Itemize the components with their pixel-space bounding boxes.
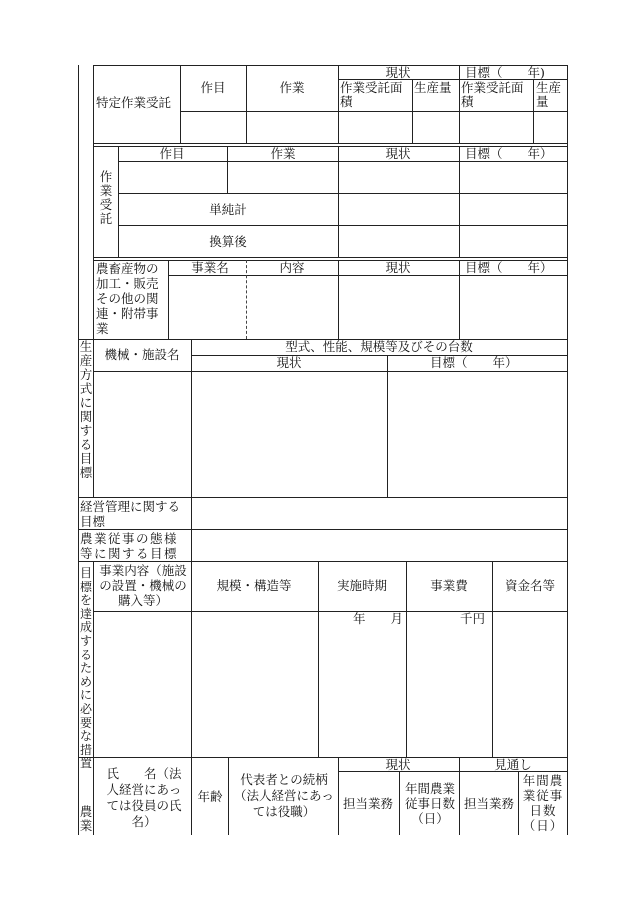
s5-thousand-yen: 千円 <box>460 611 486 626</box>
s6-duty2: 担当業務 <box>463 796 515 811</box>
s6-annual-days2: 年間農業従事日数（日） <box>522 773 564 833</box>
s5-fund: 資金名等 <box>504 578 556 593</box>
s1-area-current: 作業受託面積 <box>340 80 403 109</box>
s1-production-current: 生産量 <box>414 80 452 95</box>
s2-sagyou: 作業 <box>270 146 296 161</box>
s2-simple-total: 単純計 <box>209 202 247 217</box>
s5-cost: 事業費 <box>430 578 468 593</box>
s4-spec-header: 型式、性能、規模等及びその台数 <box>285 339 473 354</box>
s5-project-content: 事業内容（施設の設置・機械の購入等） <box>99 563 187 608</box>
s1-sagyou: 作業 <box>279 80 305 95</box>
s5-title: 目標を達成するために必要な措置 <box>79 566 92 771</box>
s5-timing: 実施時期 <box>336 578 388 593</box>
s3-content: 内容 <box>279 260 305 275</box>
s2-converted: 換算後 <box>209 234 247 249</box>
labor-goal-label: 農業従事の態様等に関する目標 <box>80 531 179 561</box>
s2-current: 現状 <box>385 146 411 161</box>
s3-target: 目標（ 年） <box>465 260 553 275</box>
s1-title: 特定作業受託 <box>96 95 172 110</box>
s5-year-month: 年 月 <box>353 611 404 626</box>
s1-target: 目標（ 年) <box>465 65 545 80</box>
s1-sakumoku: 作目 <box>200 80 226 95</box>
s6-annual-days: 年間農業従事日数（日） <box>404 781 455 826</box>
s2-title: 作業受託 <box>99 169 113 226</box>
s6-title: 農業 <box>79 804 93 833</box>
s6-relation: 代表者との続柄（法人経営にあっては役職） <box>234 772 334 819</box>
s4-title: 生産方式に関する目標 <box>79 339 93 480</box>
s4-current: 現状 <box>276 355 302 370</box>
s6-outlook: 見通し <box>494 757 532 772</box>
s5-scale: 規模・構造等 <box>216 578 292 593</box>
s6-current: 現状 <box>385 757 411 772</box>
s2-target: 目標（ 年） <box>465 146 553 161</box>
right-border <box>567 65 568 835</box>
s3-title: 農畜産物の加工・販売その他の関連・附帯事業 <box>96 261 159 336</box>
s4-target: 目標（ 年） <box>430 355 518 370</box>
s3-project-name: 事業名 <box>191 260 229 275</box>
s3-current: 現状 <box>385 260 411 275</box>
s1-production-target: 生産量 <box>536 80 562 109</box>
inner-margin-line <box>93 65 94 339</box>
s6-age: 年齢 <box>197 789 223 804</box>
s1-current: 現状 <box>385 65 411 80</box>
management-goal-label: 経営管理に関する目標 <box>80 499 181 529</box>
s4-machine-name: 機械・施設名 <box>104 347 180 362</box>
s6-name: 氏 名（法人経営にあっては役員の氏名） <box>106 766 182 829</box>
s1-area-target: 作業受託面積 <box>461 80 524 109</box>
s2-sakumoku: 作目 <box>159 146 185 161</box>
s6-duty: 担当業務 <box>342 796 394 811</box>
